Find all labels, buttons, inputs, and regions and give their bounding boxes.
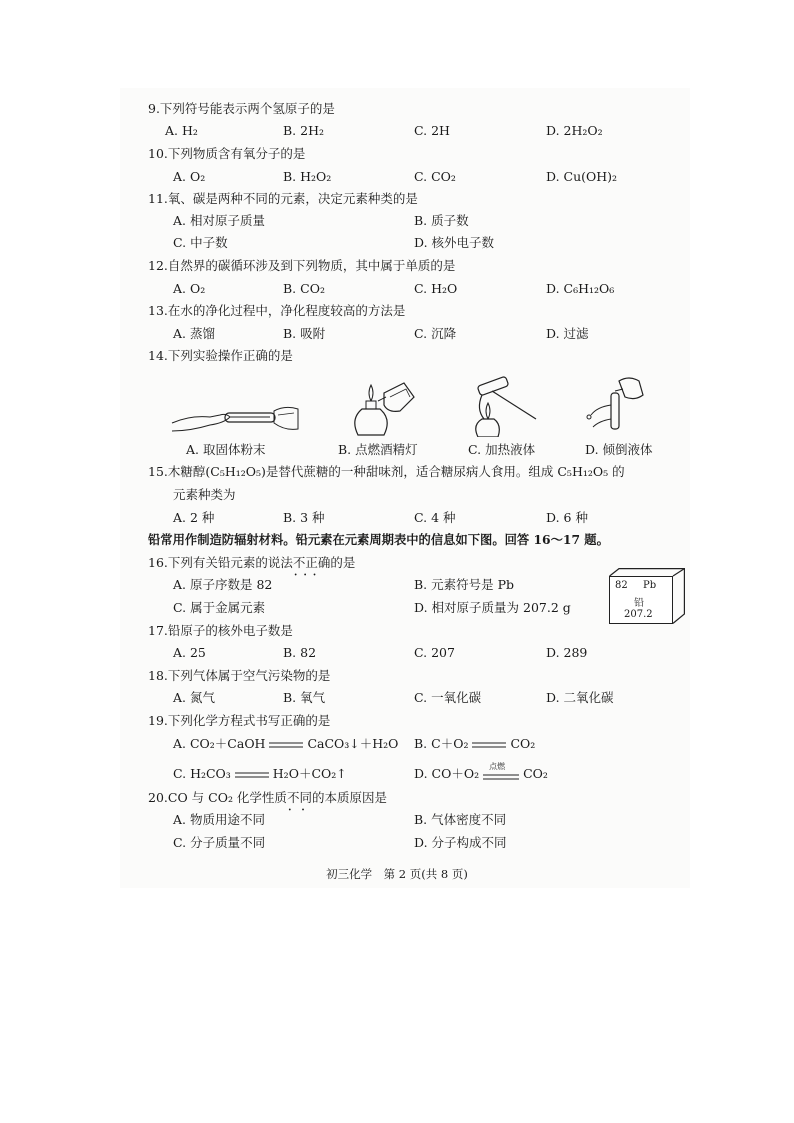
powder-spoon-illustration	[170, 375, 300, 437]
q10-option-c: C. CO₂	[414, 169, 456, 184]
q20-option-c: C. 分子质量不同	[173, 835, 266, 850]
q15-option-d: D. 6 种	[546, 510, 588, 525]
equals-sign-icon	[269, 741, 303, 749]
q20-stem-pre: 20.CO 与 CO₂ 化学性质	[148, 790, 287, 805]
heating-liquid-illustration	[470, 375, 540, 437]
q20-option-b: B. 气体密度不同	[414, 812, 507, 827]
equals-sign-icon	[235, 771, 269, 779]
q12-option-a: A. O₂	[173, 281, 206, 296]
equals-sign-icon	[472, 741, 506, 749]
q20-stem-post: 的本质原因是	[311, 790, 387, 805]
q9-option-d: D. 2H₂O₂	[546, 123, 603, 138]
q19-d-condition-sign	[483, 761, 519, 783]
q18-option-d: D. 二氧化碳	[546, 690, 614, 705]
q13-option-b: B. 吸附	[283, 326, 326, 341]
q11-stem: 11.氧、碳是两种不同的元素，决定元素种类的是	[148, 191, 418, 206]
q16-stem	[148, 555, 355, 571]
element-symbol: Pb	[643, 580, 657, 591]
q18-stem: 18.下列气体属于空气污染物的是	[148, 668, 331, 683]
alcohol-lamp-illustration	[340, 375, 420, 437]
q15-stem-line1: 15.木糖醇(C₅H₁₂O₅)是替代蔗糖的一种甜味剂，适合糖尿病人食用。组成 C₅H₁₂O₅ 的	[148, 464, 625, 479]
q10-stem: 10.下列物质含有氧分子的是	[148, 146, 306, 161]
q18-option-b: B. 氧气	[283, 690, 326, 705]
q19-option-d	[414, 761, 548, 783]
q12-stem: 12.自然界的碳循环涉及到下列物质，其中属于单质的是	[148, 258, 456, 273]
q19-option-b	[414, 736, 535, 752]
q20-option-d: D. 分子构成不同	[414, 835, 507, 850]
q17-option-a: A. 25	[173, 645, 206, 660]
q19-d-condition: 点燃	[489, 761, 506, 771]
q14-option-c: C. 加热液体	[468, 442, 536, 457]
q9-option-b: B. 2H₂	[283, 123, 324, 138]
q19-b-products: CO₂	[510, 736, 536, 751]
q16-stem-emphasis: 不正确 • • •	[293, 555, 331, 570]
q10-option-a: A. O₂	[173, 169, 206, 184]
q16-stem-pre: 16.下列有关铅元素的说法	[148, 555, 293, 570]
q18-option-a: A. 氮气	[173, 690, 215, 705]
q13-option-c: C. 沉降	[414, 326, 457, 341]
q20-stem	[148, 790, 387, 806]
q19-option-c	[173, 766, 347, 782]
q19-d-products: CO₂	[523, 766, 548, 781]
q16-option-b: B. 元素符号是 Pb	[414, 577, 515, 592]
q17-stem: 17.铅原子的核外电子数是	[148, 623, 293, 638]
q9-option-c: C. 2H	[414, 123, 450, 138]
q13-option-d: D. 过滤	[546, 326, 589, 341]
q13-option-a: A. 蒸馏	[173, 326, 215, 341]
q19-c-reactants: C. H₂CO₃	[173, 766, 231, 781]
q12-option-c: C. H₂O	[414, 281, 458, 296]
q14-option-a: A. 取固体粉末	[186, 442, 266, 457]
q17-option-d: D. 289	[546, 645, 588, 660]
q9-option-a: A. H₂	[165, 123, 198, 138]
q18-option-c: C. 一氧化碳	[414, 690, 482, 705]
q12-option-b: B. CO₂	[283, 281, 325, 296]
card-face	[609, 576, 673, 624]
atomic-number: 82	[615, 580, 628, 591]
q9-stem: 9.下列符号能表示两个氢原子的是	[148, 101, 335, 116]
q17-option-c: C. 207	[414, 645, 455, 660]
lead-passage-intro: 铅常用作制造防辐射材料。铅元素在元素周期表中的信息如下图。回答 16～17 题。	[148, 532, 609, 547]
q15-option-b: B. 3 种	[283, 510, 325, 525]
q16-option-c: C. 属于金属元素	[173, 600, 266, 615]
q19-option-a	[173, 736, 398, 752]
q15-stem-line2: 元素种类为	[173, 487, 236, 502]
q13-stem: 13.在水的净化过程中，净化程度较高的方法是	[148, 303, 406, 318]
q10-option-d: D. Cu(OH)₂	[546, 169, 618, 184]
q16-option-a: A. 原子序数是 82	[173, 577, 273, 592]
q11-option-a: A. 相对原子质量	[173, 213, 265, 228]
q16-stem-post: 的是	[330, 555, 356, 570]
atomic-mass: 207.2	[624, 609, 653, 620]
lead-periodic-card	[609, 568, 685, 624]
q11-option-c: C. 中子数	[173, 235, 228, 250]
q19-stem: 19.下列化学方程式书写正确的是	[148, 713, 331, 728]
q15-option-c: C. 4 种	[414, 510, 456, 525]
q15-option-a: A. 2 种	[173, 510, 215, 525]
q19-a-reactants: A. CO₂＋CaOH	[173, 736, 266, 751]
equals-sign-icon	[483, 773, 519, 781]
q16-option-d: D. 相对原子质量为 207.2 g	[414, 600, 571, 615]
element-name: 铅	[634, 598, 644, 609]
q11-option-b: B. 质子数	[414, 213, 469, 228]
q19-b-reactants: B. C＋O₂	[414, 736, 469, 751]
pouring-liquid-illustration	[585, 375, 645, 437]
q14-option-d: D. 倾倒液体	[585, 442, 653, 457]
q19-d-reactants: D. CO＋O₂	[414, 766, 480, 781]
page-footer: 初三化学 第 2 页(共 8 页)	[326, 867, 468, 881]
q19-c-products: H₂O＋CO₂↑	[272, 766, 347, 781]
q10-option-b: B. H₂O₂	[283, 169, 332, 184]
q20-stem-emphasis: 不同 • •	[287, 790, 312, 805]
q17-option-b: B. 82	[283, 645, 317, 660]
q14-stem: 14.下列实验操作正确的是	[148, 348, 293, 363]
q12-option-d: D. C₆H₁₂O₆	[546, 281, 615, 296]
q14-option-b: B. 点燃酒精灯	[338, 442, 418, 457]
q19-a-products: CaCO₃↓＋H₂O	[307, 736, 399, 751]
q11-option-d: D. 核外电子数	[414, 235, 495, 250]
q20-option-a: A. 物质用途不同	[173, 812, 265, 827]
